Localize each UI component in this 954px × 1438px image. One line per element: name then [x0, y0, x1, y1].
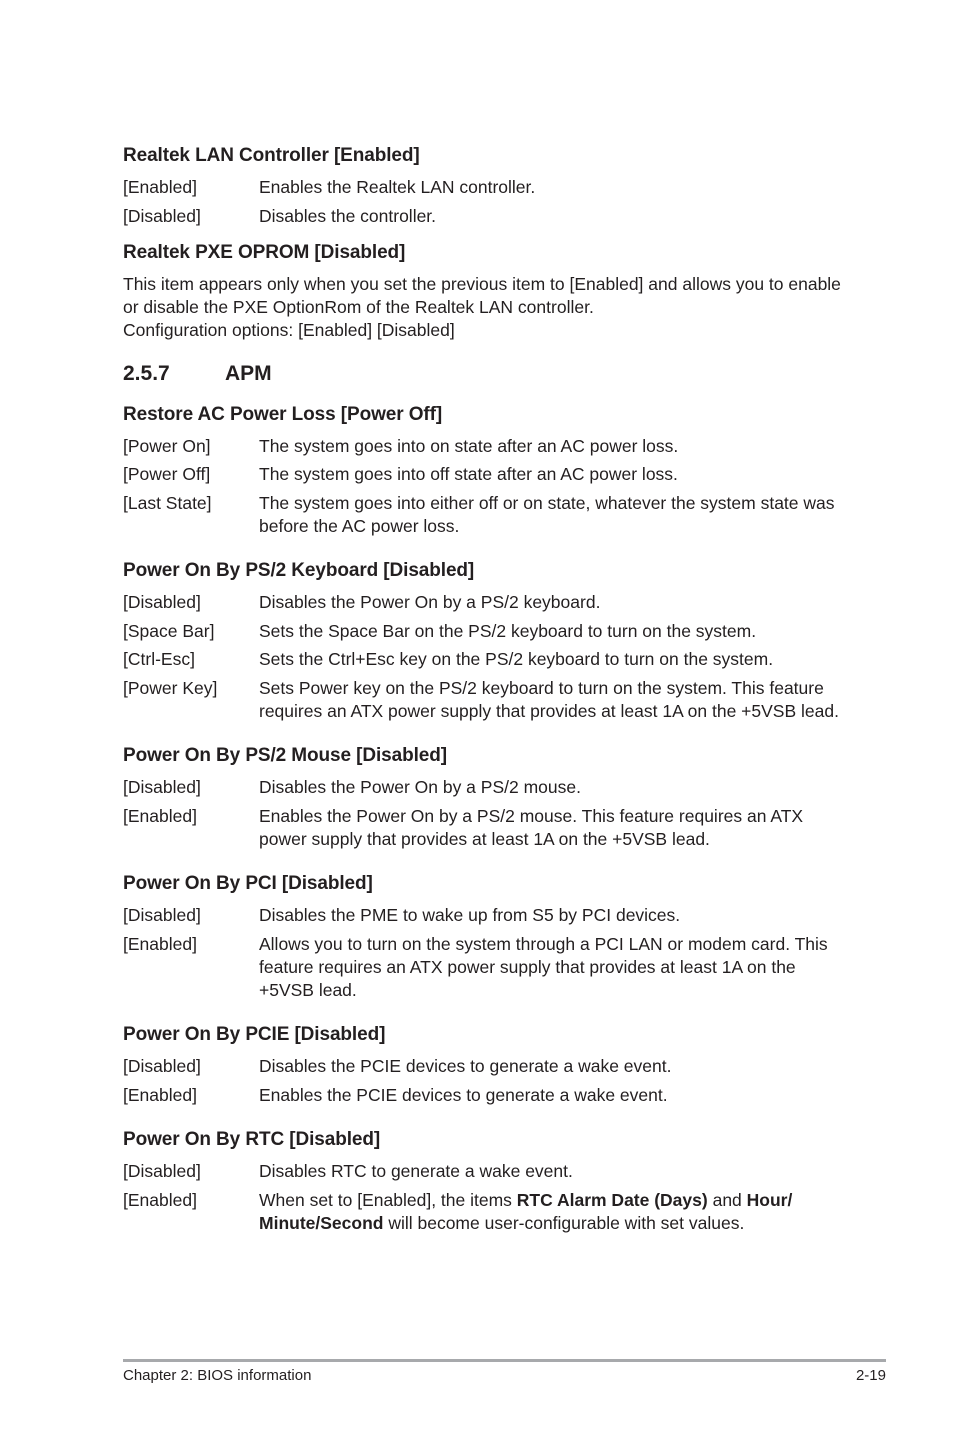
footer-chapter: Chapter 2: BIOS information [123, 1367, 312, 1384]
paragraph-line: This item appears only when you set the previous item to [Enabled] and allows you to enable [123, 274, 841, 294]
heading-realtek-pxe-oprom: Realtek PXE OPROM [Disabled] [123, 242, 406, 263]
option-description: The system goes into on state after an AC power loss. [259, 436, 679, 456]
section-number: 2.5.7 [123, 362, 170, 385]
option-description: Disables the Power On by a PS/2 keyboard. [259, 592, 601, 612]
option-description: Sets the Ctrl+Esc key on the PS/2 keyboard to turn on the system. [259, 649, 774, 669]
heading-restore-ac-power-loss: Restore AC Power Loss [Power Off] [123, 404, 443, 425]
option-description: The system goes into off state after an AC power loss. [259, 464, 678, 484]
desc-bold-hour-minute-second: Hour/ Minute/Second [259, 1190, 793, 1233]
option-enabled: [Enabled] [123, 934, 197, 954]
heading-power-on-pcie: Power On By PCIE [Disabled] [123, 1024, 386, 1045]
option-disabled: [Disabled] [123, 592, 201, 612]
footer-rule [123, 1359, 886, 1362]
paragraph-line: or disable the PXE OptionRom of the Realtek LAN controller. [123, 297, 594, 317]
option-description: Disables the PCIE devices to generate a wake event. [259, 1056, 672, 1076]
option-description: Enables the PCIE devices to generate a wake event. [259, 1085, 668, 1105]
option-enabled: [Enabled] [123, 1190, 197, 1210]
option-description: Disables the controller. [259, 206, 437, 226]
option-description [259, 1189, 849, 1235]
option-description: Enables the Realtek LAN controller. [259, 177, 536, 197]
option-enabled: [Enabled] [123, 806, 197, 826]
desc-text: When set to [Enabled], the items [259, 1190, 517, 1210]
heading-realtek-lan-controller: Realtek LAN Controller [Enabled] [123, 145, 420, 166]
option-description: Sets the Space Bar on the PS/2 keyboard to turn on the system. [259, 621, 757, 641]
paragraph-line: Configuration options: [Enabled] [Disabled] [123, 320, 455, 340]
heading-power-on-pci: Power On By PCI [Disabled] [123, 873, 373, 894]
option-space-bar: [Space Bar] [123, 621, 215, 641]
option-enabled: [Enabled] [123, 1085, 197, 1105]
option-description: Disables RTC to generate a wake event. [259, 1161, 573, 1181]
option-description: The system goes into either off or on state, whatever the system state was before the AC power loss. [259, 493, 835, 536]
desc-bold-rtc-alarm-date: RTC Alarm Date (Days) [516, 1190, 708, 1210]
desc-text: will become user-configurable with set values. [383, 1213, 745, 1233]
option-description: Disables the Power On by a PS/2 mouse. [259, 777, 581, 797]
heading-power-on-ps2-keyboard: Power On By PS/2 Keyboard [Disabled] [123, 560, 475, 581]
option-disabled: [Disabled] [123, 1161, 201, 1181]
option-description: Enables the Power On by a PS/2 mouse. This feature requires an ATX power supply that provides at least 1A on the +5VSB lead. [259, 806, 804, 849]
option-disabled: [Disabled] [123, 777, 201, 797]
section-title: APM [225, 362, 272, 385]
option-power-key: [Power Key] [123, 678, 218, 698]
desc-text: and [707, 1190, 747, 1210]
option-enabled: [Enabled] [123, 177, 197, 197]
heading-power-on-rtc: Power On By RTC [Disabled] [123, 1129, 381, 1150]
option-description: Sets Power key on the PS/2 keyboard to turn on the system. This feature requires an ATX power supply that provides at least 1A on the +5VSB lead. [259, 678, 839, 721]
footer-page-number: 2-19 [855, 1367, 886, 1384]
option-disabled: [Disabled] [123, 905, 201, 925]
option-description: Disables the PME to wake up from S5 by PCI devices. [259, 905, 681, 925]
heading-power-on-ps2-mouse: Power On By PS/2 Mouse [Disabled] [123, 745, 447, 766]
option-ctrl-esc: [Ctrl-Esc] [123, 649, 195, 669]
option-disabled: [Disabled] [123, 1056, 201, 1076]
option-description: Allows you to turn on the system through a PCI LAN or modem card. This feature requires an ATX power supply that provides at least 1A on the +5VSB lead. [259, 934, 828, 1000]
option-disabled: [Disabled] [123, 206, 201, 226]
option-power-off: [Power Off] [123, 464, 211, 484]
option-power-on: [Power On] [123, 436, 211, 456]
option-last-state: [Last State] [123, 493, 212, 513]
